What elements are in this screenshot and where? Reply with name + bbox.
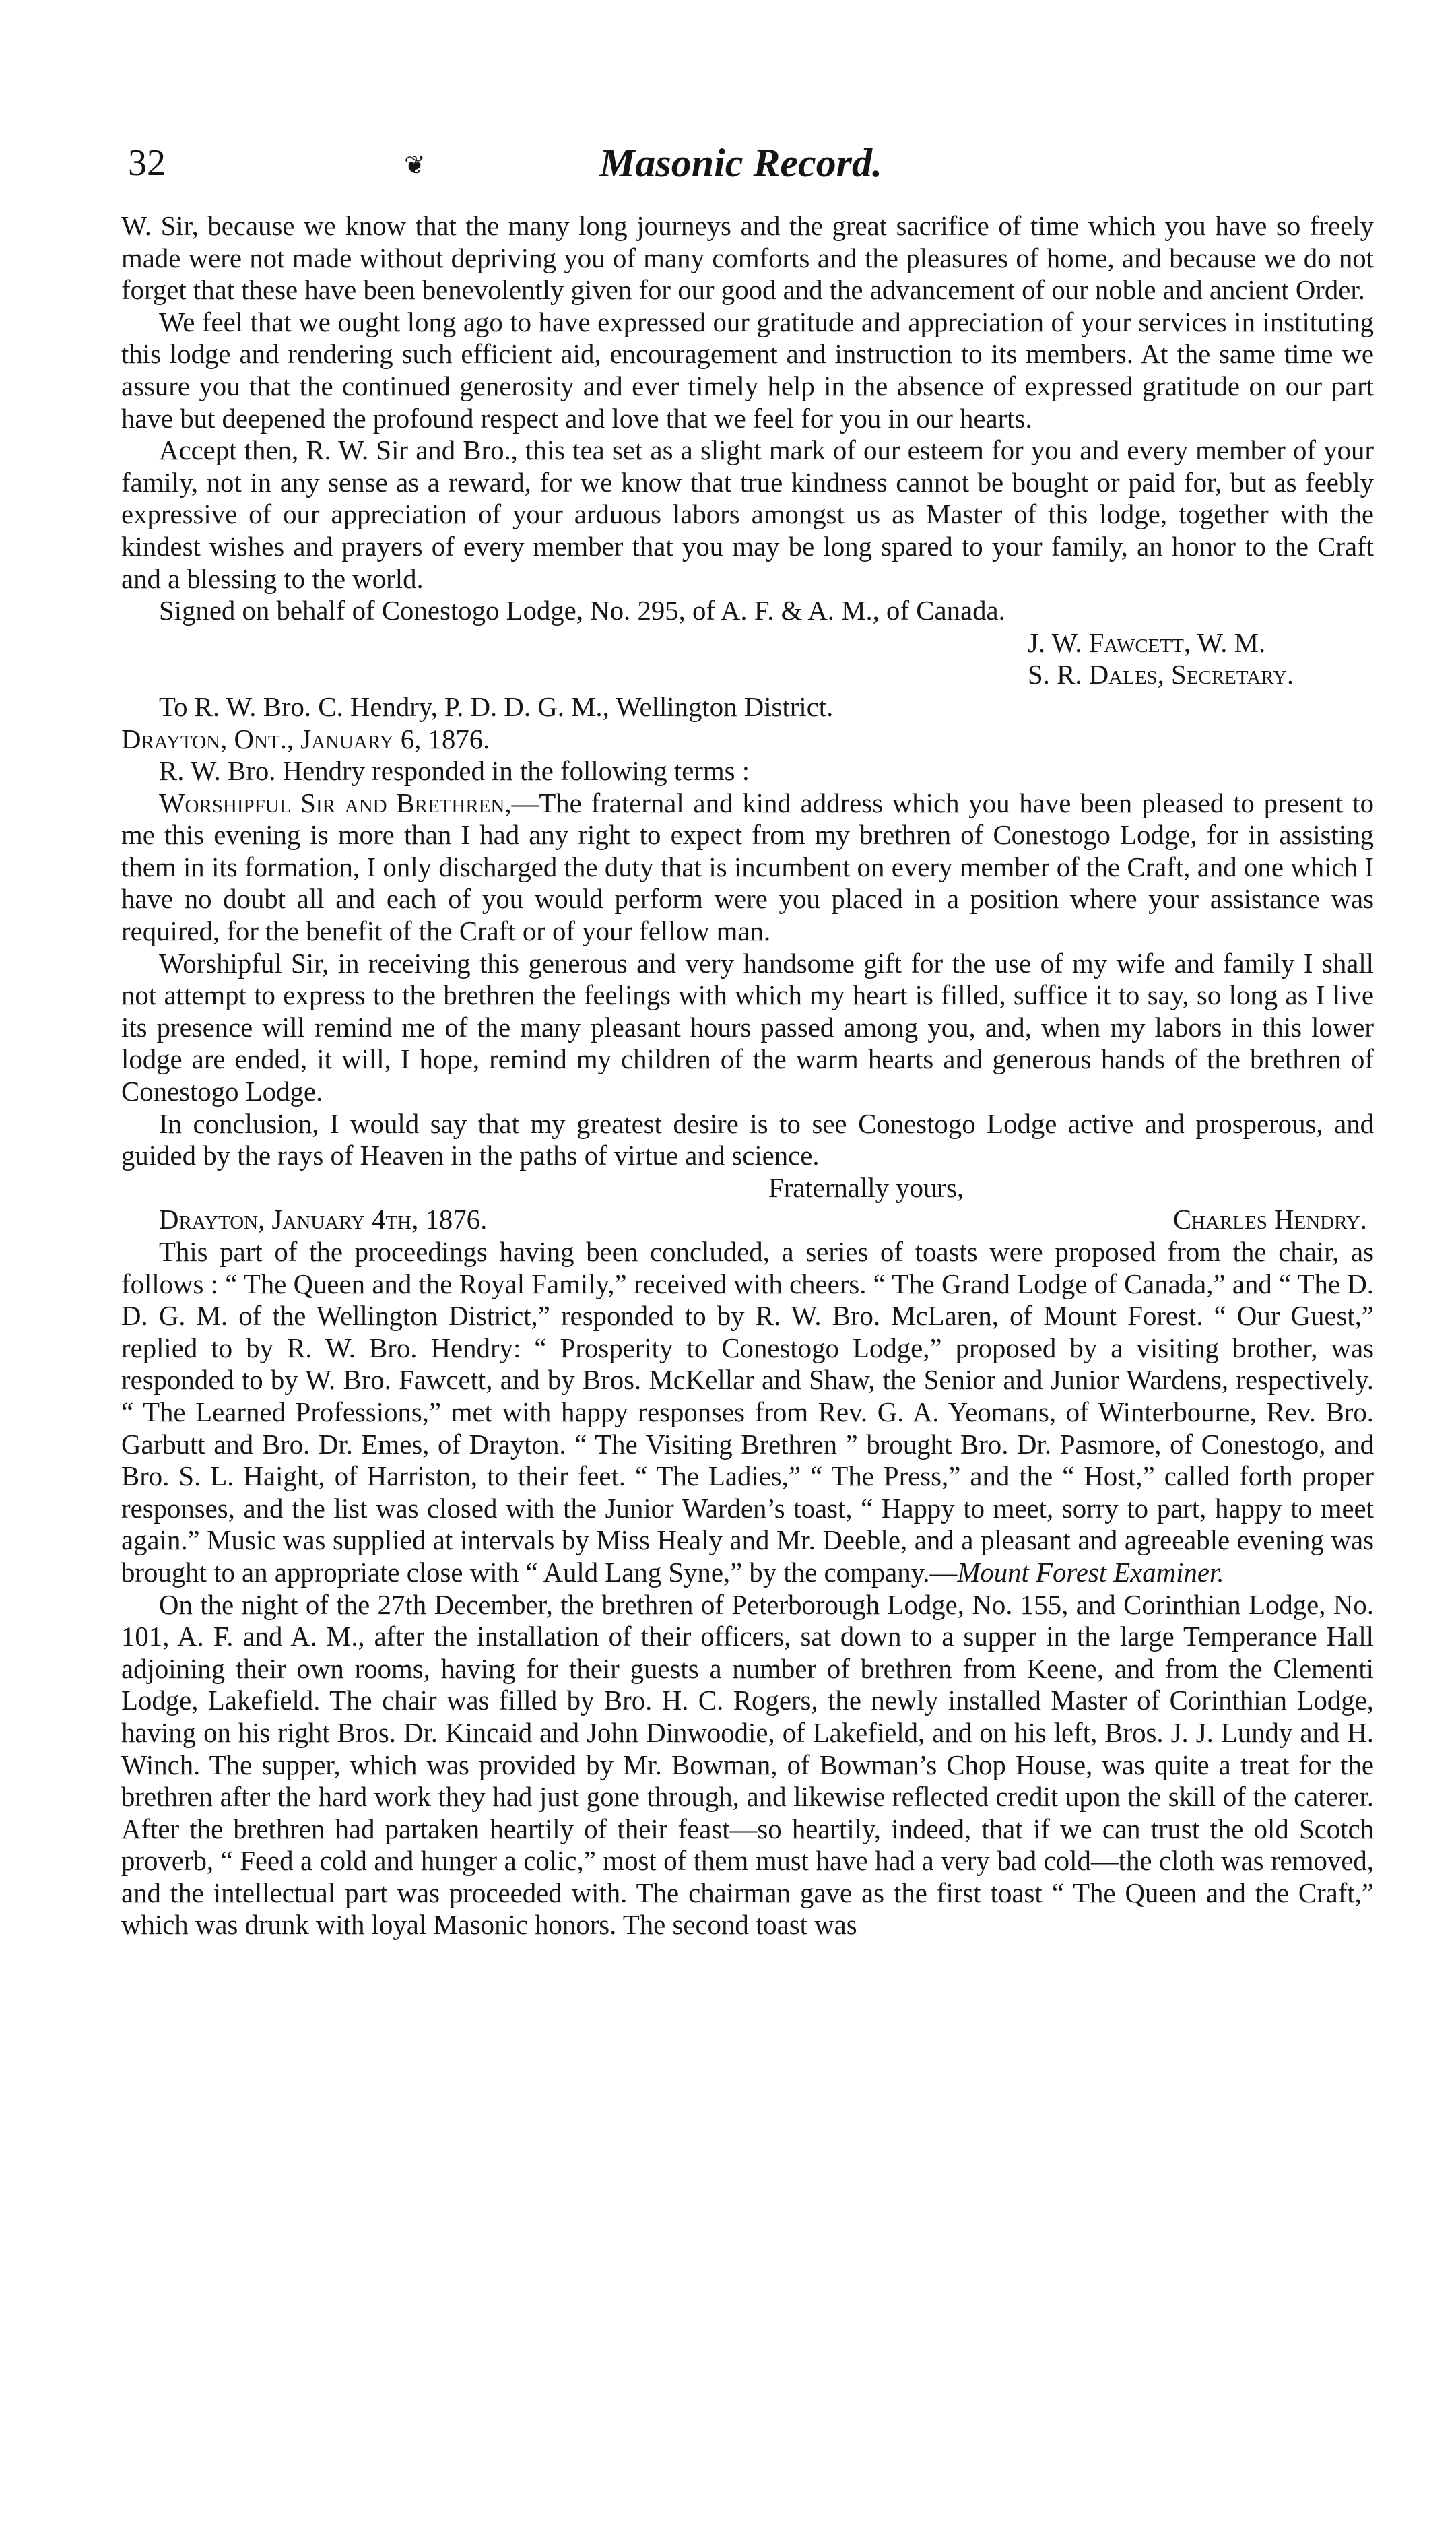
paragraph-signed-on-behalf: Signed on behalf of Conestogo Lodge, No. 295, of A. F. & A. M., of Canada. xyxy=(159,595,1005,626)
paragraph-tea-set: Accept then, R. W. Sir and Bro., this tea set as a slight mark of our esteem for you and every member of your family, not in any sense as a reward, for we know that true kindness cannot be bought or paid for, but as feebly expressive of our appreciation of your arduous labors amongst us as Master of this lodge, together with the kindest wishes and prayers of every member that you may be long spared to your family, an honor to the Craft and a blessing to the world. xyxy=(121,435,1374,594)
address-recipient: To R. W. Bro. C. Hendry, P. D. D. G. M., Wellington District. xyxy=(159,691,834,722)
article-body xyxy=(121,210,1374,1941)
paragraph-toasts xyxy=(121,1236,1374,1589)
paragraph-response-intro: R. W. Bro. Hendry responded in the following terms : xyxy=(159,756,750,787)
signature-name: Charles Hendry. xyxy=(1172,1204,1367,1235)
page-number: 32 xyxy=(128,142,166,184)
dateline-signature-row xyxy=(121,1204,1374,1236)
signatory-master: J. W. Fawcett, W. M. xyxy=(1028,627,1266,658)
closing-phrase: Fraternally yours, xyxy=(768,1172,964,1203)
paragraph-peterborough-supper: On the night of the 27th December, the brethren of Peterborough Lodge, No. 155, and Corinthian Lodge, No. 101, A. F. and A. M., after the installation of their officers, sat down to a supper in the large Temperance Hall adjoining their own rooms, having for their guests a number of brethren from Keene, and from the Clementi Lodge, Lakefield. The chair was filled by Bro. H. C. Rogers, the newly installed Master of Corinthian Lodge, having on his right Bros. Dr. Kincaid and John Dinwoodie, of Lakefield, and on his left, Bros. J. J. Lundy and H. Winch. The supper, which was provided by Mr. Bowman, of Bowman’s Chop House, was quite a treat for the brethren after the hard work they had just gone through, and likewise reflected credit upon the skill of the caterer. After the brethren had partaken heartily of their feast—so heartily, indeed, that if we can trust the old Scotch proverb, “ Feed a cold and hunger a colic,” most of them must have had a very bad cold—the cloth was removed, and the intellectual part was proceeded with. The chairman gave as the first toast “ The Queen and the Craft,” which was drunk with loyal Masonic honors. The second toast was xyxy=(121,1589,1374,1941)
running-title: Masonic Record. xyxy=(599,141,882,185)
paragraph-reply-conclusion: In conclusion, I would say that my greatest desire is to see Conestogo Lodge active and prosperous, and guided by the rays of Heaven in the paths of virtue and science. xyxy=(121,1108,1374,1171)
page-header xyxy=(101,141,1381,195)
toasts-text: This part of the proceedings having been concluded, a series of toasts were proposed from the chair, as follows : “ The Queen and the Royal Family,” received with cheers. “ The Grand Lodge of Canada,” and “ The D. D. G. M. of the Wellington District,” responded to by R. W. Bro. McLaren, of Mount Forest. “ Our Guest,” replied to by R. W. Bro. Hendry: “ Prosperity to Conestogo Lodge,” proposed by a visiting brother, was responded to by W. Bro. Fawcett, and by Bros. McKellar and Shaw, the Senior and Junior Wardens, respectively. “ The Learned Professions,” met with happy responses from Rev. G. A. Yeomans, of Winterbourne, Rev. Bro. Garbutt and Bro. Dr. Emes, of Drayton. “ The Visiting Brethren ” brought Bro. Dr. Pasmore, of Conestogo, and Bro. S. L. Haight, of Harriston, to their feet. “ The Ladies,” “ The Press,” and the “ Host,” called forth proper responses, and the list was closed with the Junior Warden’s toast, “ Happy to meet, sorry to part, happy to meet again.” Music was supplied at intervals by Miss Healy and Mr. Deeble, and a pleasant and agreeable evening was brought to an appropriate close with “ Auld Lang Syne,” by the company.— xyxy=(121,1237,1374,1588)
reply-opening-text: —The fraternal and kind address which you have been pleased to present to me this evening is more than I had any right to expect from my brethren of Conestogo Lodge, for in assisting them in its formation, I only discharged the duty that is incumbent on every member of the Craft, and one which I have no doubt all and each of you would perform were you placed in a position where your assistance was required, for the benefit of the Craft or of your fellow man. xyxy=(121,787,1374,947)
signatory-secretary: S. R. Dales, Secretary. xyxy=(1028,659,1294,690)
dateline-reply: Drayton, January 4th, 1876. xyxy=(159,1204,488,1235)
salutation: Worshipful Sir and Brethren, xyxy=(159,787,512,818)
paragraph-gratitude: We feel that we ought long ago to have expressed our gratitude and appreciation of your services in instituting this lodge and rendering such efficient aid, encouragement and instruction to its members. At the same time we assure you that the continued generosity and ever timely help in the absence of expressed gratitude on our part have but deepened the profound respect and love that we feel for you in our hearts. xyxy=(121,306,1374,434)
paragraph-address-continued: W. Sir, because we know that the many long journeys and the great sacrifice of time which you have so freely made were not made without depriving you of many comforts and the pleasures of home, and because we do not forget that these have been benevolently given for our good and the advancement of our noble and ancient Order. xyxy=(121,211,1374,306)
fleuron-ornament-icon: ❦ xyxy=(404,152,426,180)
dateline-address: Drayton, Ont., January 6, 1876. xyxy=(121,723,490,754)
paragraph-reply-gift: Worshipful Sir, in receiving this generous and very handsome gift for the use of my wife and family I shall not attempt to express to the brethren the feelings with which my heart is filled, suffice it to say, so long as I live its presence will remind me of the many pleasant hours passed among you, and, when my labors in this lower lodge are ended, it will, I hope, remind my children of the warm hearts and generous hands of the brethren of Conestogo Lodge. xyxy=(121,948,1374,1107)
paragraph-reply-opening xyxy=(121,787,1374,948)
source-citation: Mount Forest Examiner. xyxy=(957,1557,1224,1588)
